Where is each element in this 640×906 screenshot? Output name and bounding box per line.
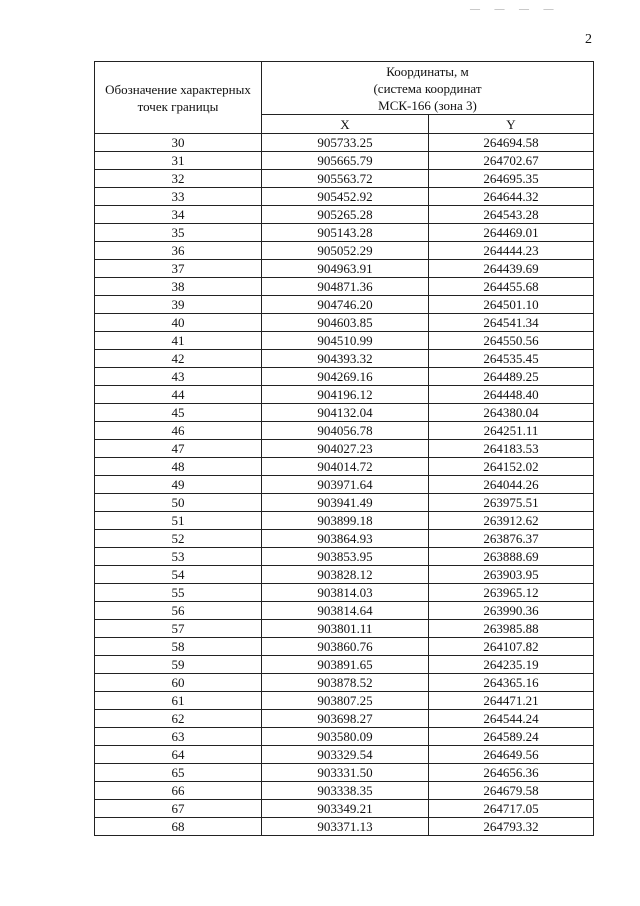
- table-row: [95, 224, 594, 242]
- y-cell: 264107.82: [429, 638, 594, 656]
- point-id-cell: 46: [95, 422, 262, 440]
- table-row: [95, 260, 594, 278]
- table-row: [95, 404, 594, 422]
- y-cell: 264471.21: [429, 692, 594, 710]
- y-column-header: Y: [429, 115, 594, 134]
- table-row: [95, 548, 594, 566]
- coords-system: (система координат: [373, 80, 482, 96]
- table-row: [95, 494, 594, 512]
- x-cell: 903814.03: [262, 584, 429, 602]
- x-cell: 903329.54: [262, 746, 429, 764]
- table-row: [95, 602, 594, 620]
- x-cell: 903828.12: [262, 566, 429, 584]
- table-row: [95, 152, 594, 170]
- point-id-cell: 51: [95, 512, 262, 530]
- table-row: [95, 332, 594, 350]
- coords-title: Координаты, м: [386, 63, 469, 79]
- y-cell: 263876.37: [429, 530, 594, 548]
- point-id-cell: 33: [95, 188, 262, 206]
- y-cell: 264544.24: [429, 710, 594, 728]
- point-id-cell: 67: [95, 800, 262, 818]
- y-cell: 264444.23: [429, 242, 594, 260]
- table-row: [95, 206, 594, 224]
- point-id-cell: 60: [95, 674, 262, 692]
- point-label-header: Обозначение характерных точек границы: [95, 62, 262, 134]
- point-id-cell: 48: [95, 458, 262, 476]
- table-row: [95, 134, 594, 152]
- point-id-cell: 34: [95, 206, 262, 224]
- x-cell: 904014.72: [262, 458, 429, 476]
- y-cell: 264044.26: [429, 476, 594, 494]
- y-cell: 263985.88: [429, 620, 594, 638]
- table-row: [95, 278, 594, 296]
- x-cell: 905452.92: [262, 188, 429, 206]
- table-row: [95, 368, 594, 386]
- x-cell: 903860.76: [262, 638, 429, 656]
- y-cell: 264380.04: [429, 404, 594, 422]
- y-cell: 264501.10: [429, 296, 594, 314]
- y-cell: 264679.58: [429, 782, 594, 800]
- x-cell: 905265.28: [262, 206, 429, 224]
- table-row: [95, 242, 594, 260]
- x-cell: 904056.78: [262, 422, 429, 440]
- x-cell: 903878.52: [262, 674, 429, 692]
- x-cell: 904963.91: [262, 260, 429, 278]
- x-cell: 903331.50: [262, 764, 429, 782]
- table-row: [95, 530, 594, 548]
- point-id-cell: 39: [95, 296, 262, 314]
- x-cell: 904746.20: [262, 296, 429, 314]
- x-cell: 903853.95: [262, 548, 429, 566]
- y-cell: 263990.36: [429, 602, 594, 620]
- x-cell: 903349.21: [262, 800, 429, 818]
- table-row: [95, 350, 594, 368]
- point-id-cell: 30: [95, 134, 262, 152]
- table-row: [95, 566, 594, 584]
- y-cell: 264489.25: [429, 368, 594, 386]
- point-id-cell: 64: [95, 746, 262, 764]
- table-body: [95, 134, 594, 836]
- y-cell: 264695.35: [429, 170, 594, 188]
- table-row: [95, 386, 594, 404]
- x-cell: 905563.72: [262, 170, 429, 188]
- point-id-cell: 35: [95, 224, 262, 242]
- y-cell: 264469.01: [429, 224, 594, 242]
- point-id-cell: 43: [95, 368, 262, 386]
- point-id-cell: 44: [95, 386, 262, 404]
- x-cell: 905143.28: [262, 224, 429, 242]
- point-id-cell: 55: [95, 584, 262, 602]
- coords-zone: МСК-166 (зона 3): [378, 97, 477, 113]
- point-id-cell: 42: [95, 350, 262, 368]
- table-row: [95, 440, 594, 458]
- point-id-cell: 53: [95, 548, 262, 566]
- y-cell: 264702.67: [429, 152, 594, 170]
- point-id-cell: 66: [95, 782, 262, 800]
- x-cell: 903814.64: [262, 602, 429, 620]
- point-id-cell: 62: [95, 710, 262, 728]
- table-row: [95, 638, 594, 656]
- table-row: [95, 728, 594, 746]
- point-id-cell: 40: [95, 314, 262, 332]
- x-cell: 904871.36: [262, 278, 429, 296]
- point-id-cell: 52: [95, 530, 262, 548]
- point-id-cell: 37: [95, 260, 262, 278]
- table-row: [95, 818, 594, 836]
- table-row: [95, 422, 594, 440]
- table-row: [95, 188, 594, 206]
- x-cell: 904132.04: [262, 404, 429, 422]
- table-row: [95, 656, 594, 674]
- y-cell: 264656.36: [429, 764, 594, 782]
- table-row: [95, 782, 594, 800]
- point-id-cell: 57: [95, 620, 262, 638]
- x-cell: 903899.18: [262, 512, 429, 530]
- y-cell: 264649.56: [429, 746, 594, 764]
- y-cell: 264448.40: [429, 386, 594, 404]
- corner-marks: — — — —: [470, 4, 560, 15]
- x-cell: 903580.09: [262, 728, 429, 746]
- y-cell: 264543.28: [429, 206, 594, 224]
- x-cell: 904510.99: [262, 332, 429, 350]
- page-number: 2: [585, 32, 592, 47]
- x-cell: 903698.27: [262, 710, 429, 728]
- y-cell: 263888.69: [429, 548, 594, 566]
- point-id-cell: 58: [95, 638, 262, 656]
- point-id-cell: 68: [95, 818, 262, 836]
- table-row: [95, 458, 594, 476]
- y-cell: 264235.19: [429, 656, 594, 674]
- x-cell: 903801.11: [262, 620, 429, 638]
- point-id-cell: 32: [95, 170, 262, 188]
- x-cell: 904603.85: [262, 314, 429, 332]
- table-row: [95, 512, 594, 530]
- y-cell: 264535.45: [429, 350, 594, 368]
- x-cell: 904269.16: [262, 368, 429, 386]
- table-row: [95, 170, 594, 188]
- point-id-cell: 59: [95, 656, 262, 674]
- x-cell: 903371.13: [262, 818, 429, 836]
- y-cell: 264251.11: [429, 422, 594, 440]
- x-cell: 903941.49: [262, 494, 429, 512]
- point-id-cell: 45: [95, 404, 262, 422]
- y-cell: 264694.58: [429, 134, 594, 152]
- y-cell: 264717.05: [429, 800, 594, 818]
- x-cell: 903864.93: [262, 530, 429, 548]
- point-id-cell: 41: [95, 332, 262, 350]
- x-cell: 903891.65: [262, 656, 429, 674]
- y-cell: 264550.56: [429, 332, 594, 350]
- point-id-cell: 56: [95, 602, 262, 620]
- table-row: [95, 314, 594, 332]
- point-id-cell: 47: [95, 440, 262, 458]
- table-row: [95, 800, 594, 818]
- x-cell: 905733.25: [262, 134, 429, 152]
- x-cell: 904027.23: [262, 440, 429, 458]
- coordinates-table: [94, 61, 594, 836]
- point-id-cell: 65: [95, 764, 262, 782]
- x-cell: 904196.12: [262, 386, 429, 404]
- table-row: [95, 620, 594, 638]
- x-cell: 905052.29: [262, 242, 429, 260]
- y-cell: 264183.53: [429, 440, 594, 458]
- point-id-cell: 54: [95, 566, 262, 584]
- table-row: [95, 746, 594, 764]
- y-cell: 263903.95: [429, 566, 594, 584]
- y-cell: 264644.32: [429, 188, 594, 206]
- x-cell: 905665.79: [262, 152, 429, 170]
- point-id-cell: 31: [95, 152, 262, 170]
- y-cell: 263912.62: [429, 512, 594, 530]
- y-cell: 264541.34: [429, 314, 594, 332]
- point-id-cell: 50: [95, 494, 262, 512]
- table-row: [95, 296, 594, 314]
- x-cell: 903338.35: [262, 782, 429, 800]
- table-row: [95, 476, 594, 494]
- table-row: [95, 584, 594, 602]
- y-cell: 263975.51: [429, 494, 594, 512]
- point-id-cell: 61: [95, 692, 262, 710]
- coords-header: [262, 62, 594, 115]
- point-id-cell: 63: [95, 728, 262, 746]
- y-cell: 264455.68: [429, 278, 594, 296]
- table-row: [95, 764, 594, 782]
- y-cell: 264793.32: [429, 818, 594, 836]
- point-id-cell: 49: [95, 476, 262, 494]
- x-column-header: X: [262, 115, 429, 134]
- point-id-cell: 36: [95, 242, 262, 260]
- y-cell: 264439.69: [429, 260, 594, 278]
- y-cell: 264152.02: [429, 458, 594, 476]
- table-row: [95, 710, 594, 728]
- table-row: [95, 674, 594, 692]
- y-cell: 263965.12: [429, 584, 594, 602]
- x-cell: 903807.25: [262, 692, 429, 710]
- point-id-cell: 38: [95, 278, 262, 296]
- y-cell: 264365.16: [429, 674, 594, 692]
- x-cell: 903971.64: [262, 476, 429, 494]
- y-cell: 264589.24: [429, 728, 594, 746]
- table-row: [95, 692, 594, 710]
- x-cell: 904393.32: [262, 350, 429, 368]
